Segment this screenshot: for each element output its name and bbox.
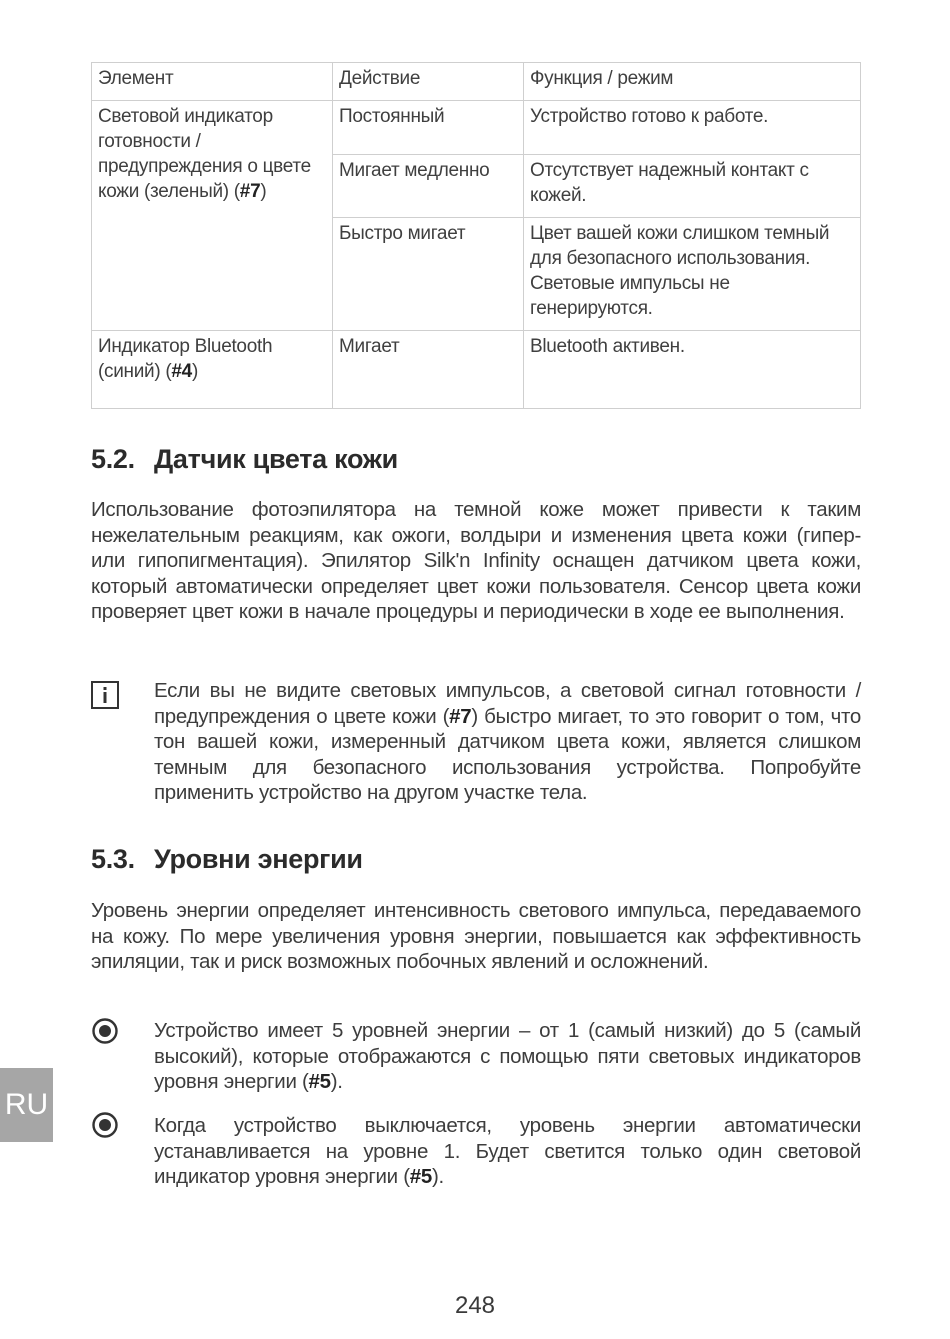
section-number: 5.2. [91,444,135,474]
table-cell-action: Мигает медленно [333,155,524,218]
indicator-table [91,62,861,409]
bullet-text: Когда устройство выключается, уровень энергии автоматически устанавливается на уровне 1. Будет светится только один световой индикатор уровня энергии (#5). [154,1114,861,1188]
section-heading-5-2 [91,444,398,475]
table-row [92,101,861,155]
section-paragraph: Уровень энергии определяет интенсивность светового импульса, передаваемого на кожу. По мере увеличения уровня энергии, повышается как эффективность эпиляции, так и риск возможных побочных явлений и осложнений. [91,899,861,973]
table-cell-action: Быстро мигает [333,218,524,331]
table-row [92,331,861,409]
table-cell-function: Отсутствует надежный контакт с кожей. [524,155,861,218]
table-cell-function: Цвет вашей кожи слишком темный для безопасного использования. Световые импульсы не генерируются. [524,218,861,331]
section-number: 5.3. [91,844,135,874]
table-cell-function: Устройство готово к работе. [524,101,861,155]
info-note-text: Если вы не видите световых импульсов, а световой сигнал готовности / предупреждения о цвете кожи (#7) быстро мигает, то это говорит о том, что тон вашей кожи, измеренный датчиком цвета кожи, является слишком темным для безопасного использования устройства. Попробуйте применить устройство на другом участке тела. [154,679,861,804]
target-bullet-icon [91,1111,119,1139]
section-title: Датчик цвета кожи [154,444,398,474]
info-icon [91,681,119,709]
section-title: Уровни энергии [154,844,363,874]
table-header-row [92,63,861,101]
target-bullet-icon [91,1017,119,1045]
table-header-cell: Функция / режим [524,63,861,101]
table-cell-element: Индикатор Bluetooth (синий) (#4) [92,331,333,409]
bullet-text: Устройство имеет 5 уровней энергии – от 1 (самый низкий) до 5 (самый высокий), которые отображаются с помощью пяти световых индикаторов уровня энергии (#5). [154,1019,861,1093]
page-number: 248 [454,1292,496,1319]
language-tab: RU [0,1068,53,1142]
section-paragraph: Использование фотоэпилятора на темной коже может привести к таким нежелательным реакциям, как ожоги, волдыри и изменения цвета кожи (гипер- или гипопигментация). Эпилятор Silk'n Infinity оснащен датчиком цвета кожи, который автоматически определяет цвет кожи пользователя. Сенсор цвета кожи проверяет цвет кожи в начале процедуры и периодически в ходе ее выполнения. [91,498,861,623]
table-cell-function: Bluetooth активен. [524,331,861,409]
table-header-cell: Элемент [92,63,333,101]
table-cell-action: Постоянный [333,101,524,155]
table-cell-action: Мигает [333,331,524,409]
table-cell-element: Световой индикатор готовности / предупреждения о цвете кожи (зеленый) (#7) [92,101,333,331]
section-heading-5-3 [91,844,363,875]
table-header-cell: Действие [333,63,524,101]
